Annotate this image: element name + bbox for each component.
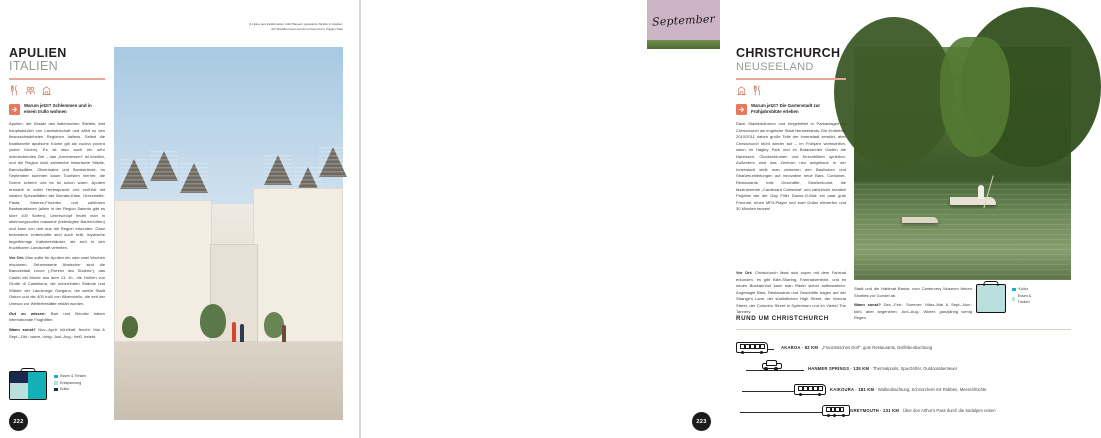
legend-label: Essen & Trinken: [1017, 293, 1032, 305]
right-page-country: NEUSEELAND: [736, 61, 814, 74]
left-vor-ort: [9, 255, 105, 307]
legend-label: Kultur: [60, 387, 70, 392]
route-dist-sep: ·: [801, 345, 805, 351]
legend-label: Kultur: [1018, 287, 1028, 291]
right-vor-ort-text: Christchurch lässt sich super mit dem Fahrrad erkunden, es gibt Bike-Sharing, Fahrradverleihe, und im neuen Busbahnhof kann man Räder sicher aufbewahren. Angesagte Bars, Restaurants und Geschäfte tragen auf der Strange's Lane, der südöstlichen High Street, der Victoria Street, der Colombo Street in Sydenham und im Viertel The Tannery.: [736, 270, 846, 315]
left-page: [0, 0, 360, 438]
route-desc: Über den Arthur's Pass durch die Südalpen reisen: [902, 408, 996, 414]
legend-swatch-icon: [1012, 288, 1016, 292]
right-paragraph-1: Dank Stadterkährnen und eingebettet in Parkanlagen ist Christchurch als englische Stadt Neuseelands. Die Erdbeben 2010/2011 haben große Teile der Innenstadt zerstört, aber Christchurch blüht wieder auf – im Frühjahr wortwörtlich, wenn im Hagley Park und im Botanischen Garten die Narzissen, Glockenblumen und Kirschblüten sprießen. Außerdem wird das Zentrum neu aufgebaut: In der Innenstadt stellt man zwischen den Baulücken und Straßenumleitungen auf innovative neue Bars, Container-Restaurants, tolle Geschäfte, Straßenkunst, die faszinierende „Cardboard Cathedral“ und zahlreiche kreative Projekte wie der Gap Filler Dance-O-Mat: ein paar gute Freunde, einen MP3-Player und zwei Dollar einwerfen und 30 Minuten tanzen!: [736, 121, 846, 212]
left-gut-zu-wissen: [9, 311, 105, 324]
left-title-main: APULIEN: [9, 46, 67, 60]
title-divider: [736, 78, 846, 80]
food-icon: [752, 85, 763, 96]
car-icon: [762, 363, 780, 371]
legend-item: [54, 386, 86, 393]
category-icon-row: [9, 85, 105, 96]
photo-boat-2: [902, 217, 938, 223]
legend-swatch-icon: [54, 381, 58, 385]
route-desc: Thermalpools, Spa-Dörfer, Outdoorabenteuer: [872, 366, 958, 372]
right-vor-ort-label: Vor Ort:: [736, 270, 753, 275]
route-dist: 231 KM: [883, 408, 900, 414]
legend-item: [1012, 293, 1038, 306]
legend-item: [54, 373, 86, 380]
left-vor-ort-label: Vor Ort:: [9, 255, 25, 261]
legend-swatch-icon: [54, 388, 58, 392]
page-gutter: [359, 0, 361, 438]
right-page: [360, 0, 1032, 438]
left-page-title: [9, 47, 105, 73]
legend-swatch-icon: [1012, 297, 1015, 301]
left-gut-label: Gut zu wissen:: [9, 310, 46, 316]
photo-caption: (L) Eine aus traditionellen trulli Häusern gesäumte Straße in Apulien; (R) Stadtbummeln auf dem Fluss Avon, Hagley Park: [249, 22, 343, 31]
bus-icon: [736, 342, 768, 353]
route-row: [736, 378, 1071, 399]
legend-label: Essen & Trinken: [60, 374, 87, 378]
route-sep: ·: [900, 408, 903, 414]
legend-label: Entspannung: [60, 380, 82, 385]
left-text-column: [9, 47, 105, 343]
relax-icon: [25, 85, 36, 96]
month-tab-label: September: [651, 11, 716, 29]
why-now-block: [736, 103, 846, 116]
rund-divider: [736, 329, 1071, 330]
bus-icon: [794, 384, 826, 395]
why-now-block: [9, 103, 105, 116]
why-now-heading: Warum jetzt? Schlemmen und in einem trullo wohnen: [24, 102, 92, 115]
tab-grass-strip: [647, 40, 720, 49]
photo-punter: [978, 185, 984, 199]
route-dest: GREYMOUTH: [850, 408, 880, 414]
route-dist-sep: ·: [855, 387, 859, 393]
right-legend-list: [1012, 284, 1038, 306]
suitcase-handle: [984, 281, 999, 286]
rund-um-section: [736, 315, 1071, 420]
rund-um-heading: RUND UM CHRISTCHURCH: [736, 315, 829, 322]
legend-item: [54, 380, 86, 387]
route-desc: Walbeobachtung, Schnorcheln mit Robben, Meeresfrüchte: [877, 387, 987, 393]
left-vor-ort-text: Man sollte für Apulien ein oder zwei Wochen einplanen. Sehenswerte Abstecher sind die Barockstadt Lecce („Florenz des Südens“), das Castel del Monte aus dem 13. Jh., die Höhlen von Grotte di Castellana, die unberührten Strände und Wälder der Landzunge Gargano, die weiße Stadt Ostuni und die 400 trulli von Alberobello, die seit der Unesco zur Welterbestätte erklärt wurden.: [9, 255, 106, 307]
route-row: [736, 399, 1071, 420]
route-dest: HANMER SPRINGS: [808, 366, 850, 372]
route-dist-sep: ·: [850, 366, 854, 372]
route-sep: ·: [819, 345, 822, 351]
right-side-text: Stadt und die Habimat Banks; vom Cantervery Museum fahren Shuttles zur Gondel ab.: [854, 286, 972, 298]
title-divider: [9, 78, 105, 80]
food-icon: [9, 85, 20, 96]
route-sep: ·: [870, 366, 873, 372]
suitcase-icon: [9, 371, 47, 400]
route-desc: „Französisches Dorf“, gute Restaurants, Delfinbeobachtung: [821, 345, 933, 351]
arrow-right-icon: [736, 104, 747, 115]
folio-right: 223: [692, 412, 711, 431]
left-body-copy: [9, 121, 105, 340]
legend-swatch-icon: [54, 375, 58, 379]
left-wann-sonst: [9, 327, 105, 340]
train-icon: [822, 405, 850, 416]
suitcase-icon: [976, 284, 1006, 313]
left-paragraph-1: Apulien, der Absatz des italienischen Stiefels, lebt hauptsächlich von Landwirtschaft und zählt zu den finanzschwächsten Regionen Italiens. Selbst die traditionelle apulische Küche gilt als cucina povera (arme Küche). Es ist also auch ein sehr schmeckendes Ziel – das „Armenessen“ ist köstlich, und die Region lockt zahlreiche historische Städte, Barockplätze, Olivenhaine und Sandstrände. Im September kommen kaum Touristen hierher, die Sonne scheint und es ist schon warm, Apulien erstrahlt in voller Herbstpracht und verführt mit lokalen Spezialitäten wie Burrata-Käse, Orecchiette-Pasta, Meeres-Früchten und zahllosen Bestsanationen (allein in der Region Salento gibt es über 100 Sorten). Unterschöpf findet man in stimmungsvollen masserie (befestigten Bauernhöfen) und kann von dort aus die Region erkunden. Ganz besonders Unterkünfte sind auch trulli, mystische kegelförmige Kalksteinhäuser, die sich in den fruchtbaren Landschaft verteilen.: [9, 121, 105, 251]
month-tab-september[interactable]: [647, 0, 720, 40]
left-photo-trulli-street: [114, 47, 343, 420]
left-title-country: ITALIEN: [9, 59, 59, 74]
left-wann-text: Nov.–April: kühl/kalt, feucht; Mai & Sept.–Okt.: warm, ruhig; Juni–Aug.: heiß, belebt.: [9, 327, 106, 339]
route-dest: KAIKOURA: [830, 387, 855, 393]
culture-icon: [41, 85, 52, 96]
right-wann-label: Wann sonst?: [854, 302, 881, 308]
right-vor-ort-block: [736, 270, 846, 316]
why-now-heading: Warum jetzt? Die Gartenstadt zur Frühjahrsblüte erleben: [751, 102, 821, 115]
route-row: [736, 357, 1071, 378]
left-wann-label: Wann sonst?: [9, 327, 36, 333]
right-wann-text: Dez.–Feb.: Sommer; März–Mai & Sept.–Nov.: kühl, aber angenehm; Juni–Aug.: Winter, ganzjährig wenig Regen.: [854, 302, 973, 321]
right-legend-block: [976, 284, 1038, 313]
route-dest: AKAROA: [781, 345, 801, 351]
right-body-copy: [736, 121, 846, 213]
route-dist: 82 KM: [804, 345, 819, 351]
left-gut-text: Bari und Brindisi haben internationale Flughäfen.: [9, 310, 105, 323]
route-row: [736, 336, 1071, 357]
folio-left: 222: [9, 412, 28, 431]
legend-item: [1012, 286, 1038, 293]
route-dist-sep: ·: [880, 408, 884, 414]
category-icon-row: [736, 85, 846, 96]
route-dist: 181 KM: [858, 387, 875, 393]
left-legend-list: [54, 371, 86, 393]
right-text-column: [736, 47, 846, 216]
route-sep: ·: [875, 387, 878, 393]
right-photo-avon-river: [854, 47, 1071, 280]
route-dist: 135 KM: [853, 366, 870, 372]
left-legend-block: [9, 371, 86, 400]
culture-icon: [736, 85, 747, 96]
arrow-right-icon: [9, 104, 20, 115]
right-page-title: CHRISTCHURCH: [736, 46, 841, 60]
photo-punt-boat: [950, 197, 996, 205]
